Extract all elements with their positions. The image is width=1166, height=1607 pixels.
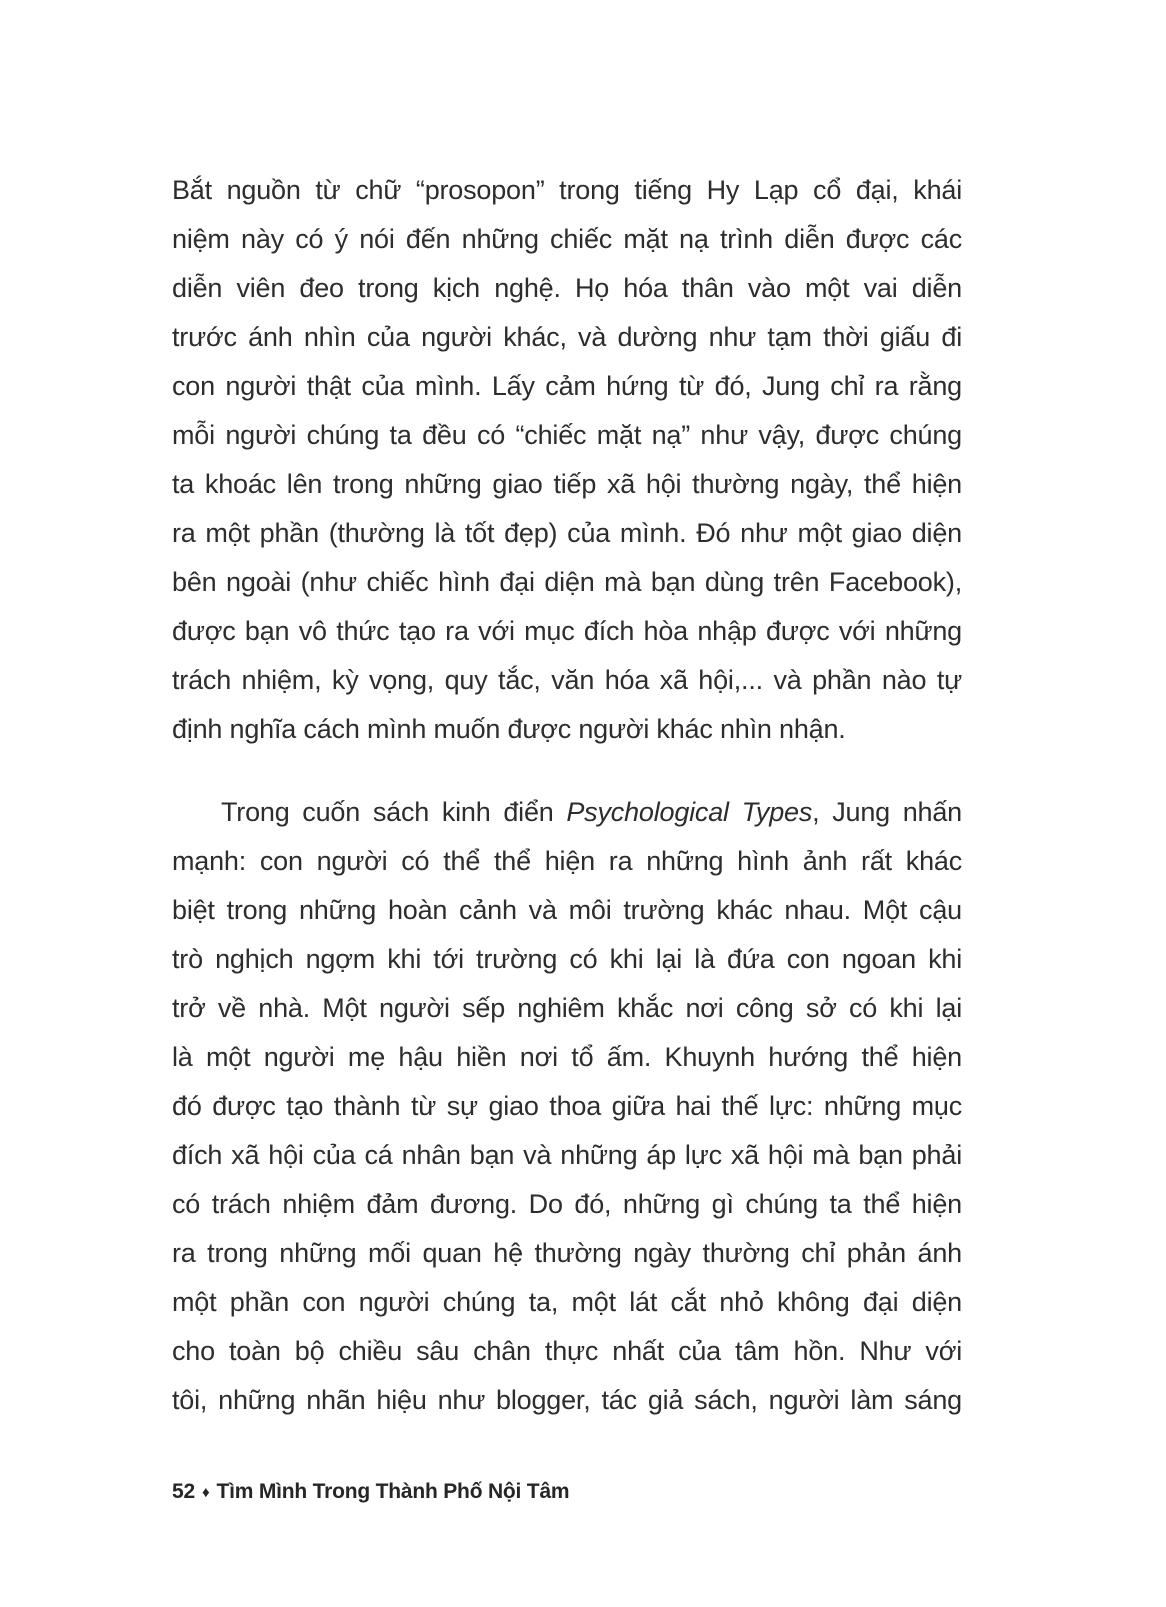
- paragraph: [172, 166, 962, 754]
- text-line: định nghĩa cách mình muốn được người khác nhìn nhận.: [172, 714, 846, 744]
- text-line: trò nghịch ngợm khi tới trường có khi lại là đứa con ngoan khi: [172, 944, 962, 974]
- text-line: con người thật của mình. Lấy cảm hứng từ đó, Jung chỉ ra rằng: [172, 371, 962, 401]
- page-text-block: [172, 166, 962, 1425]
- text-line: [172, 788, 962, 837]
- text-line: cho toàn bộ chiều sâu chân thực nhất của tâm hồn. Như với: [172, 1336, 962, 1366]
- text-line: đó được tạo thành từ sự giao thoa giữa hai thế lực: những mục: [172, 1091, 962, 1121]
- text-line: có trách nhiệm đảm đương. Do đó, những gì chúng ta thể hiện: [172, 1189, 962, 1219]
- text-line: diễn viên đeo trong kịch nghệ. Họ hóa thân vào một vai diễn: [172, 273, 962, 303]
- diamond-separator-icon: ♦: [201, 1484, 210, 1501]
- page-footer: [172, 1478, 569, 1506]
- paragraph: [172, 788, 962, 1425]
- text-line: tôi, những nhãn hiệu như blogger, tác giả sách, người làm sáng: [172, 1385, 962, 1415]
- text-line: ra một phần (thường là tốt đẹp) của mình. Đó như một giao diện: [172, 518, 962, 548]
- text-line: trước ánh nhìn của người khác, và dường như tạm thời giấu đi: [172, 322, 962, 352]
- text-line: biệt trong những hoàn cảnh và môi trường khác nhau. Một cậu: [172, 895, 962, 925]
- italic-text-segment: Psychological Types: [566, 797, 813, 827]
- text-segment: , Jung nhấn: [812, 797, 962, 827]
- text-line: trở về nhà. Một người sếp nghiêm khắc nơi công sở có khi lại: [172, 993, 962, 1023]
- text-line: được bạn vô thức tạo ra với mục đích hòa nhập được với những: [172, 616, 962, 646]
- text-line: bên ngoài (như chiếc hình đại diện mà bạn dùng trên Facebook),: [172, 567, 962, 597]
- book-title: Tìm Mình Trong Thành Phố Nội Tâm: [216, 1480, 570, 1503]
- page-number: 52: [172, 1480, 195, 1503]
- text-line: là một người mẹ hậu hiền nơi tổ ấm. Khuynh hướng thể hiện: [172, 1042, 962, 1072]
- text-line: ra trong những mối quan hệ thường ngày thường chỉ phản ánh: [172, 1238, 962, 1268]
- text-line: Bắt nguồn từ chữ “prosopon” trong tiếng Hy Lạp cổ đại, khái: [172, 175, 962, 205]
- text-segment: Trong cuốn sách kinh điển: [221, 797, 567, 827]
- text-line: niệm này có ý nói đến những chiếc mặt nạ trình diễn được các: [172, 224, 962, 254]
- text-line: ta khoác lên trong những giao tiếp xã hội thường ngày, thể hiện: [172, 469, 962, 499]
- text-line: mạnh: con người có thể thể hiện ra những hình ảnh rất khác: [172, 846, 962, 876]
- text-line: mỗi người chúng ta đều có “chiếc mặt nạ” như vậy, được chúng: [172, 420, 962, 450]
- text-line: trách nhiệm, kỳ vọng, quy tắc, văn hóa xã hội,... và phần nào tự: [172, 665, 962, 695]
- text-line: một phần con người chúng ta, một lát cắt nhỏ không đại diện: [172, 1287, 962, 1317]
- text-line: đích xã hội của cá nhân bạn và những áp lực xã hội mà bạn phải: [172, 1140, 962, 1170]
